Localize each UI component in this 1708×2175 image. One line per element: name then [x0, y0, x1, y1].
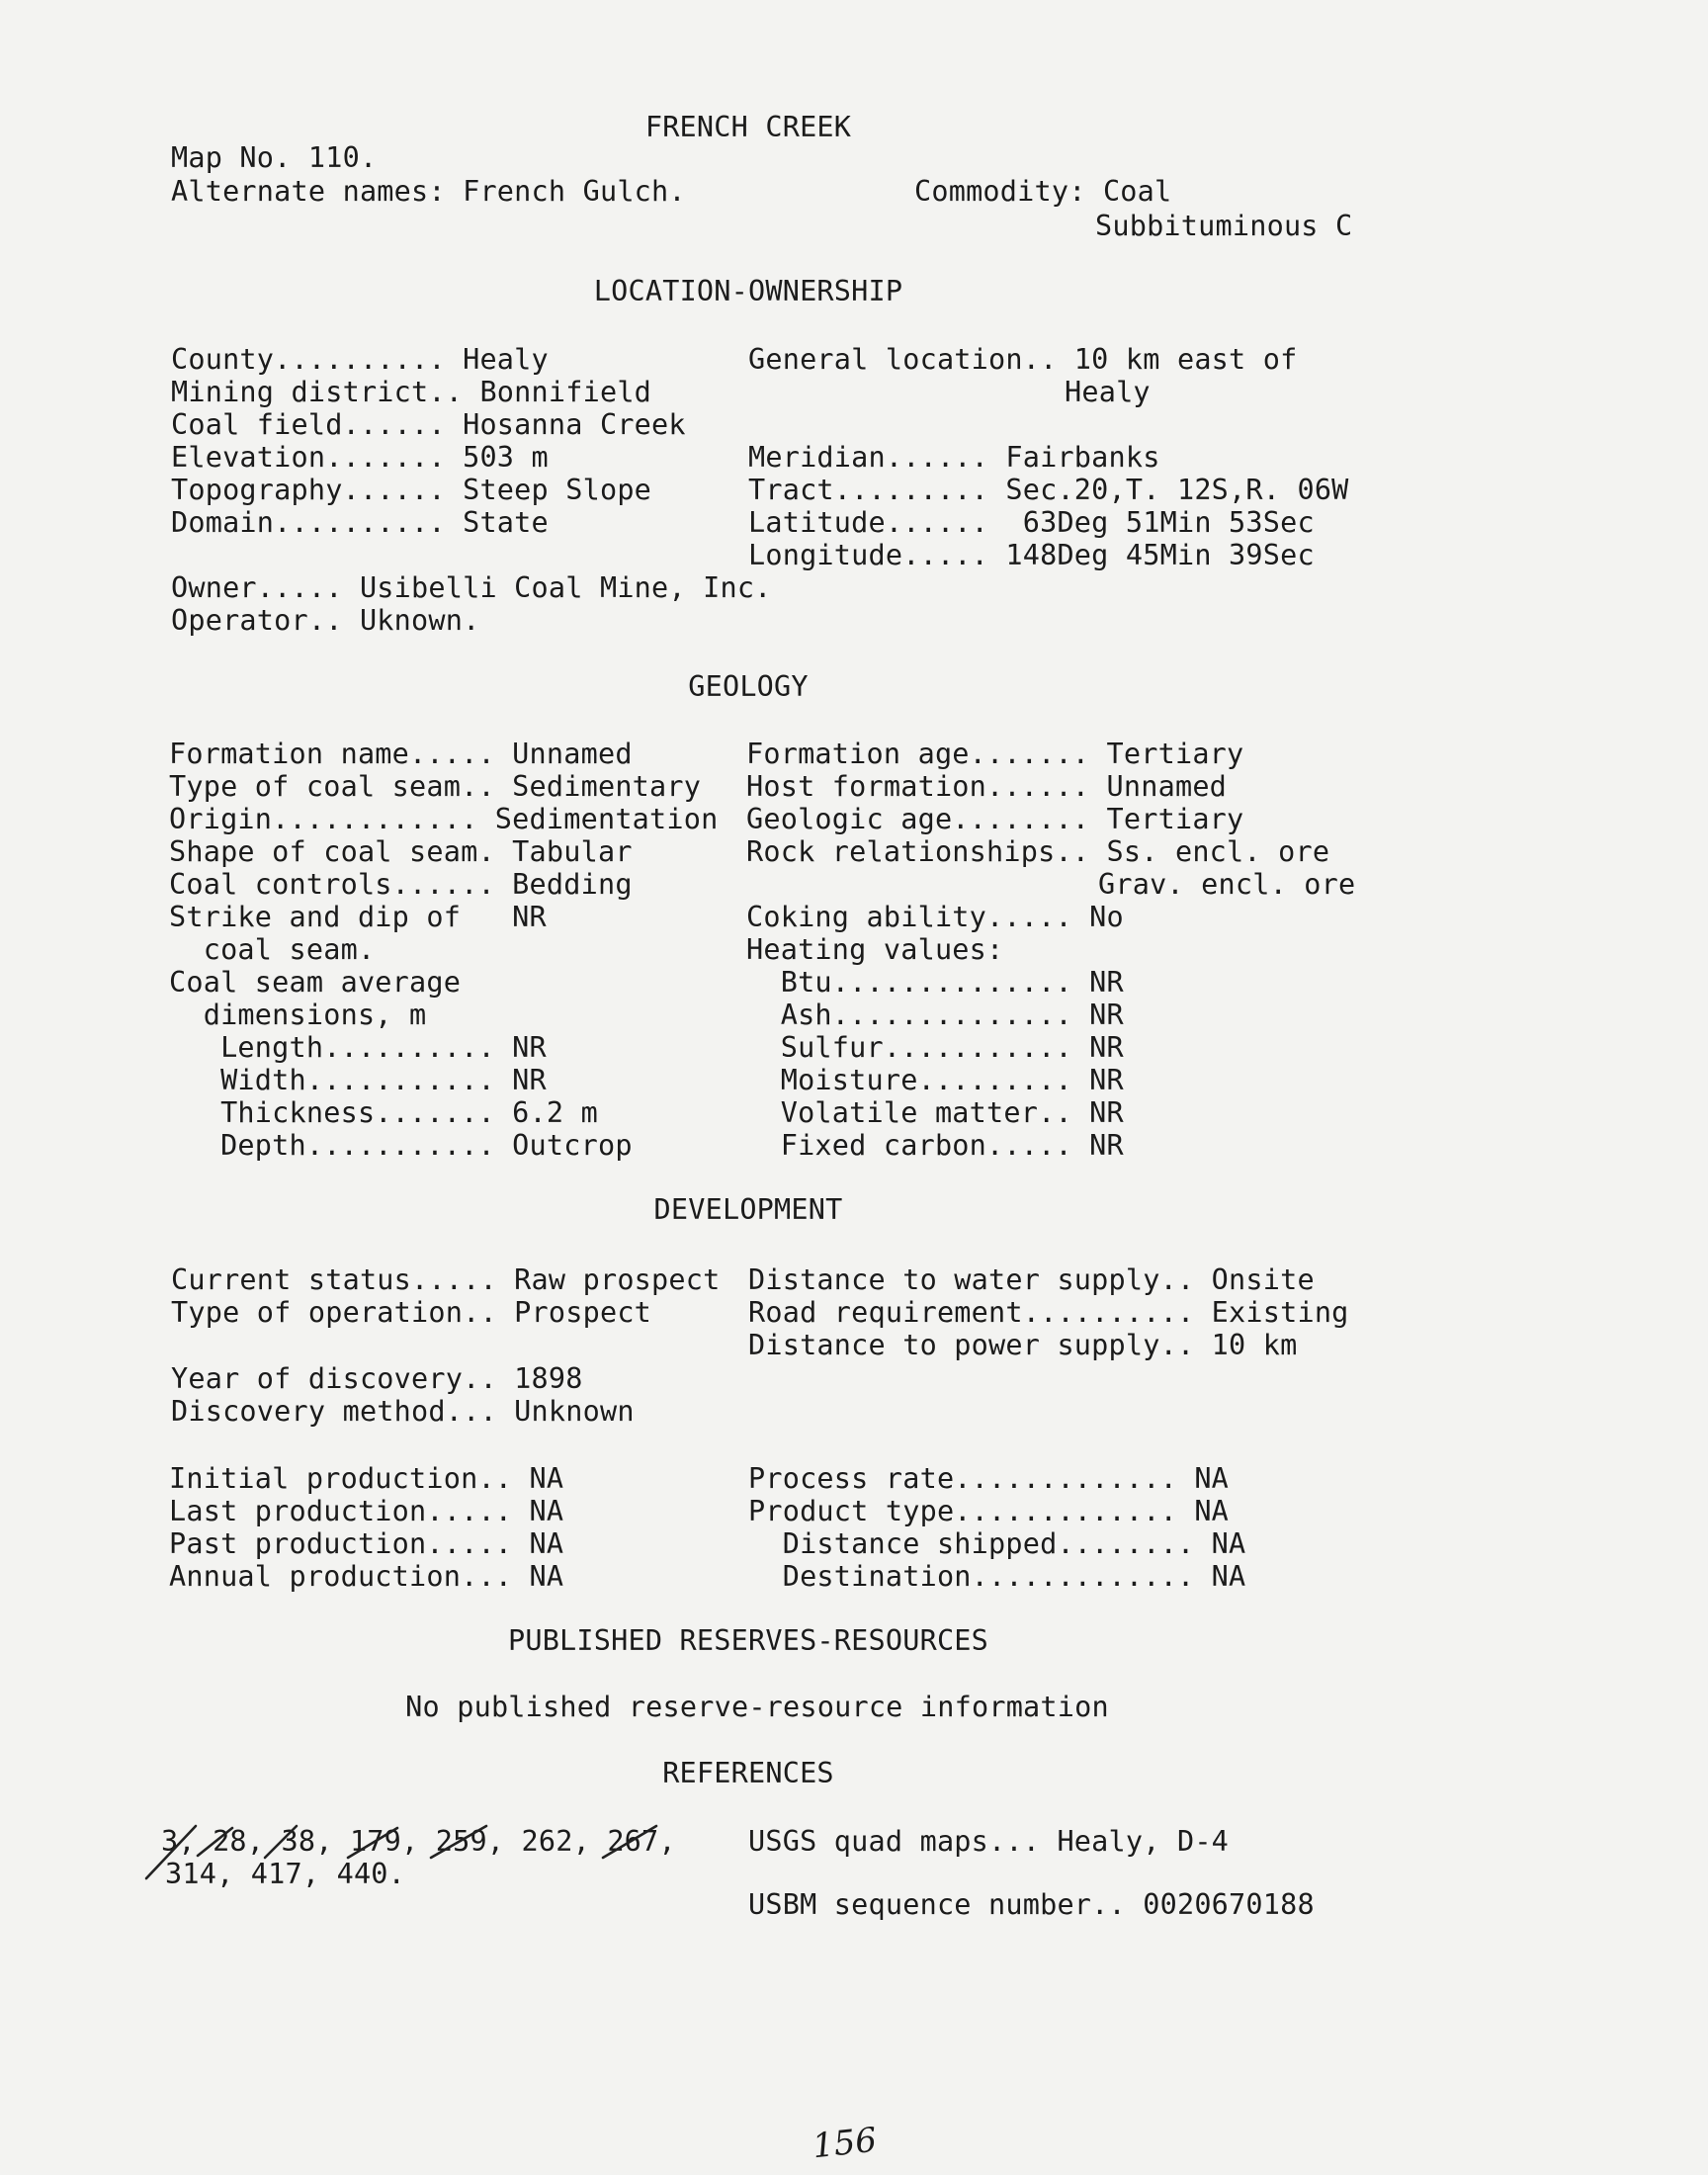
geology-origin: Origin............ Sedimentation	[169, 803, 719, 835]
geology-btu: Btu.............. NR	[746, 966, 1124, 999]
development-initial-production: Initial production.. NA	[169, 1462, 564, 1495]
geology-fixed-carbon: Fixed carbon..... NR	[746, 1129, 1124, 1162]
location-latitude: Latitude...... 63Deg 51Min 53Sec	[748, 506, 1315, 539]
commodity-subtype: Subbituminous C	[1095, 210, 1353, 242]
development-current-status: Current status..... Raw prospect	[171, 1263, 721, 1296]
location-longitude: Longitude..... 148Deg 45Min 39Sec	[748, 539, 1315, 571]
location-elevation: Elevation....... 503 m	[171, 441, 549, 474]
geology-width: Width........... NR	[169, 1064, 547, 1096]
reserves-text: No published reserve-resource information	[405, 1691, 1109, 1723]
location-general: General location.. 10 km east of	[748, 343, 1298, 376]
geology-coking-ability: Coking ability..... No	[746, 901, 1124, 933]
location-ownership-heading: LOCATION-OWNERSHIP	[593, 275, 903, 307]
page-title: FRENCH CREEK	[644, 111, 852, 143]
location-topography: Topography...... Steep Slope	[171, 474, 652, 506]
references-numbers-line2: 314, 417, 440.	[165, 1858, 406, 1890]
geology-host-formation: Host formation...... Unnamed	[746, 770, 1228, 803]
geology-formation-name: Formation name..... Unnamed	[169, 738, 633, 770]
map-number: Map No. 110.	[171, 141, 378, 174]
location-mining-district: Mining district.. Bonnifield	[171, 376, 652, 408]
geology-seam-average: Coal seam average	[169, 966, 462, 999]
development-heading: DEVELOPMENT	[653, 1193, 843, 1226]
location-tract: Tract......... Sec.20,T. 12S,R. 06W	[748, 474, 1349, 506]
geology-shape: Shape of coal seam. Tabular	[169, 835, 633, 868]
geology-ash: Ash.............. NR	[746, 999, 1124, 1031]
geology-seam-dimensions: dimensions, m	[169, 999, 427, 1031]
development-road-requirement: Road requirement.......... Existing	[748, 1296, 1349, 1329]
development-year-of-discovery: Year of discovery.. 1898	[171, 1362, 583, 1395]
geology-heating-values: Heating values:	[746, 933, 1004, 966]
geology-rock-relationships-cont: Grav. encl. ore	[1098, 868, 1356, 901]
geology-type-of-seam: Type of coal seam.. Sedimentary	[169, 770, 702, 803]
development-type-of-operation: Type of operation.. Prospect	[171, 1296, 652, 1329]
development-discovery-method: Discovery method... Unknown	[171, 1395, 635, 1428]
geology-strike-dip: Strike and dip of NR	[169, 901, 547, 933]
development-destination: Destination............. NA	[748, 1560, 1246, 1593]
geology-formation-age: Formation age....... Tertiary	[746, 738, 1244, 770]
geology-depth: Depth........... Outcrop	[169, 1129, 633, 1162]
references-usgs-quad-maps: USGS quad maps... Healy, D-4	[748, 1825, 1230, 1858]
development-past-production: Past production..... NA	[169, 1527, 564, 1560]
development-water-supply: Distance to water supply.. Onsite	[748, 1263, 1315, 1296]
development-distance-shipped: Distance shipped........ NA	[748, 1527, 1246, 1560]
references-numbers-line1: 3, 28, 38, 179, 259, 262, 267,	[161, 1825, 676, 1858]
development-annual-production: Annual production... NA	[169, 1560, 564, 1593]
reserves-heading: PUBLISHED RESERVES-RESOURCES	[507, 1624, 989, 1657]
references-heading: REFERENCES	[662, 1757, 834, 1789]
geology-heading: GEOLOGY	[688, 670, 809, 703]
geology-length: Length.......... NR	[169, 1031, 547, 1064]
location-general-cont: Healy	[1065, 376, 1151, 408]
commodity: Commodity: Coal	[914, 175, 1172, 208]
location-operator: Operator.. Uknown.	[171, 604, 480, 637]
geology-thickness: Thickness....... 6.2 m	[169, 1096, 598, 1129]
references-usbm-sequence: USBM sequence number.. 0020670188	[748, 1888, 1315, 1921]
location-meridian: Meridian...... Fairbanks	[748, 441, 1160, 474]
development-power-supply: Distance to power supply.. 10 km	[748, 1329, 1298, 1361]
location-county: County.......... Healy	[171, 343, 549, 376]
location-domain: Domain.......... State	[171, 506, 549, 539]
development-process-rate: Process rate............. NA	[748, 1462, 1230, 1495]
geology-moisture: Moisture......... NR	[746, 1064, 1124, 1096]
geology-rock-relationships: Rock relationships.. Ss. encl. ore	[746, 835, 1330, 868]
alternate-names: Alternate names: French Gulch.	[171, 175, 686, 208]
geology-volatile-matter: Volatile matter.. NR	[746, 1096, 1124, 1129]
geology-strike-dip-cont: coal seam.	[169, 933, 376, 966]
location-coal-field: Coal field...... Hosanna Creek	[171, 408, 686, 441]
location-owner: Owner..... Usibelli Coal Mine, Inc.	[171, 571, 772, 604]
development-product-type: Product type............. NA	[748, 1495, 1230, 1527]
page-number: 156	[811, 2120, 879, 2167]
geology-geologic-age: Geologic age........ Tertiary	[746, 803, 1244, 835]
geology-controls: Coal controls...... Bedding	[169, 868, 633, 901]
development-last-production: Last production..... NA	[169, 1495, 564, 1527]
geology-sulfur: Sulfur........... NR	[746, 1031, 1124, 1064]
